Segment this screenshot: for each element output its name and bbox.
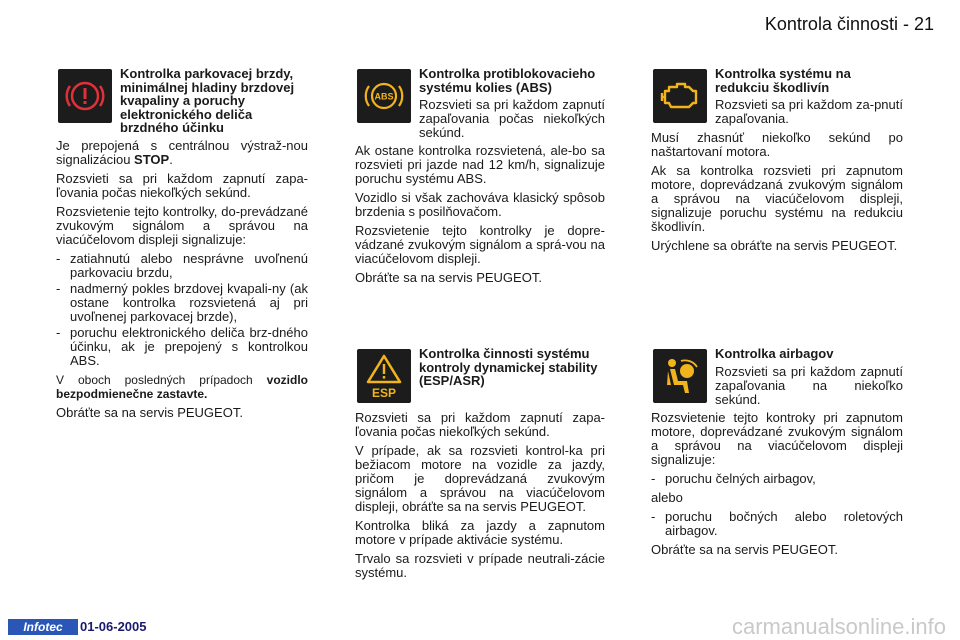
abs-p3: Vozidlo si však zachováva klasický spôsob brzdenia s posilňovačom.: [355, 190, 605, 219]
airbag-block: [651, 347, 903, 562]
brake-title: Kontrolka parkovacej brzdy, minimálnej hladiny brzdovej kvapaliny a poruchy elektronického deliča brzdného účinku: [120, 66, 295, 135]
airbag-list-2: [651, 510, 903, 538]
list-item: - nadmerný pokles brzdovej kvapali-ny (ak ostane kontrolka rozsvietená aj pri uvoľnenej parkovacej brzde),: [56, 282, 308, 324]
engine-p1: Rozsvieti sa pri každom za-pnutí zapaľovania.: [715, 97, 903, 126]
airbag-block-head: [651, 347, 903, 407]
abs-icon: [357, 69, 411, 123]
brake-block-head: [56, 67, 308, 135]
engine-p4: Urýchlene sa obráťte na servis PEUGEOT.: [651, 238, 898, 253]
airbag-title: Kontrolka airbagov: [715, 346, 834, 361]
esp-title: Kontrolka činnosti systému kontroly dynamickej stability (ESP/ASR): [419, 346, 598, 388]
esp-icon: [357, 349, 411, 403]
column-engine-airbag: [651, 66, 903, 557]
abs-block-head: [355, 67, 605, 140]
airbag-p3: Obráťte sa na servis PEUGEOT.: [651, 542, 838, 557]
watermark: carmanualsonline.info: [731, 614, 946, 639]
esp-p4: Trvalo sa rozsvieti v prípade neutrali-zácie systému.: [355, 551, 605, 580]
list-item: - zatiahnutú alebo nesprávne uvoľnenú parkovaciu brzdu,: [56, 252, 308, 280]
column-brake: [56, 67, 308, 425]
engine-p2: Musí zhasnúť niekoľko sekúnd po naštartovaní motora.: [651, 130, 903, 159]
column-abs-esp: [355, 66, 605, 580]
airbag-p2: Rozsvietenie tejto kontroky pri zapnutom motore, doprevádzané zvukovým signálom a správou na viacúčelovom displeji signalizuje:: [651, 410, 903, 467]
list-item: - poruchu čelných airbagov,: [651, 472, 903, 486]
esp-p2: V prípade, ak sa rozsvieti kontrol-ka pri bežiacom motore na vozidle za jazdy, pričom je doprevádzaná zvukovým signálom a správou na viacúčelovom displeji, obráťte sa na servis PEUGEOT.: [355, 443, 605, 514]
brake-p5: Obráťte sa na servis PEUGEOT.: [56, 404, 243, 420]
airbag-list-1: [651, 472, 903, 486]
page-title: Kontrola činnosti - 21: [764, 14, 934, 34]
brake-p3: Rozsvietenie tejto kontrolky, do-prevádzané zvukovým signálom a správou na viacúčelovom displeji signalizuje:: [56, 203, 308, 247]
abs-p4: Rozsvietenie tejto kontrolky je dopre-vádzané zvukovým signálom a sprá-vou na viacúčelovom displeji.: [355, 223, 605, 266]
list-item: - poruchu bočných alebo roletových airbagov.: [651, 510, 903, 538]
abs-title: Kontrolka protiblokovacieho systému kolies (ABS): [419, 66, 596, 95]
airbag-p1: Rozsvieti sa pri každom zapnutí zapaľovania na niekoľko sekúnd.: [715, 363, 903, 407]
footer-date: 01-06-2005: [80, 619, 147, 634]
airbag-or: alebo: [651, 490, 683, 505]
engine-title: Kontrolka systému na redukciu škodlivín: [715, 66, 851, 95]
infotec-logo: Infotec: [8, 619, 78, 635]
esp-p3: Kontrolka bliká za jazdy a zapnutom motore v prípade aktivácie systému.: [355, 518, 605, 547]
brake-p1: Je prepojená s centrálnou výstraž-nou signalizáciou STOP.: [56, 137, 308, 167]
brake-p2: Rozsvieti sa pri každom zapnutí zapa-ľovania počas niekoľkých sekúnd.: [56, 170, 308, 200]
svg-text:ABS: ABS: [374, 91, 394, 102]
esp-block: [355, 347, 605, 585]
abs-p2: Ak ostane kontrolka rozsvietená, ale-bo sa rozsvieti pri jazde nad 12 km/h, signalizuje poruchu systému ABS.: [355, 143, 605, 186]
engine-block-head: [651, 67, 903, 127]
abs-p5: Obráťte sa na servis PEUGEOT.: [355, 270, 542, 285]
abs-p1: Rozsvieti sa pri každom zapnutí zapaľovania počas niekoľkých sekúnd.: [419, 97, 605, 140]
brake-list: [56, 252, 308, 368]
esp-p1: Rozsvieti sa pri každom zapnutí zapa-ľovania počas niekoľkých sekúnd.: [355, 410, 605, 439]
svg-text:ESP: ESP: [371, 386, 397, 400]
engine-check-icon: [653, 69, 707, 123]
esp-block-head: [355, 347, 605, 407]
list-item: - poruchu elektronického deliča brz-dného účinku, ak je prepojený s kontrolkou ABS.: [56, 326, 308, 368]
brake-p4: V oboch posledných prípadoch vozidlo bezpodmienečne zastavte.: [56, 372, 308, 401]
engine-p3: Ak sa kontrolka rozsvieti pri zapnutom motore, doprevádzaná zvukovým signálom a správou na viacúčelovom displeji, signalizuje poruchu systému na redukciu škodlivín.: [651, 163, 903, 234]
airbag-icon: [653, 349, 707, 403]
brake-warning-icon: [58, 69, 112, 123]
